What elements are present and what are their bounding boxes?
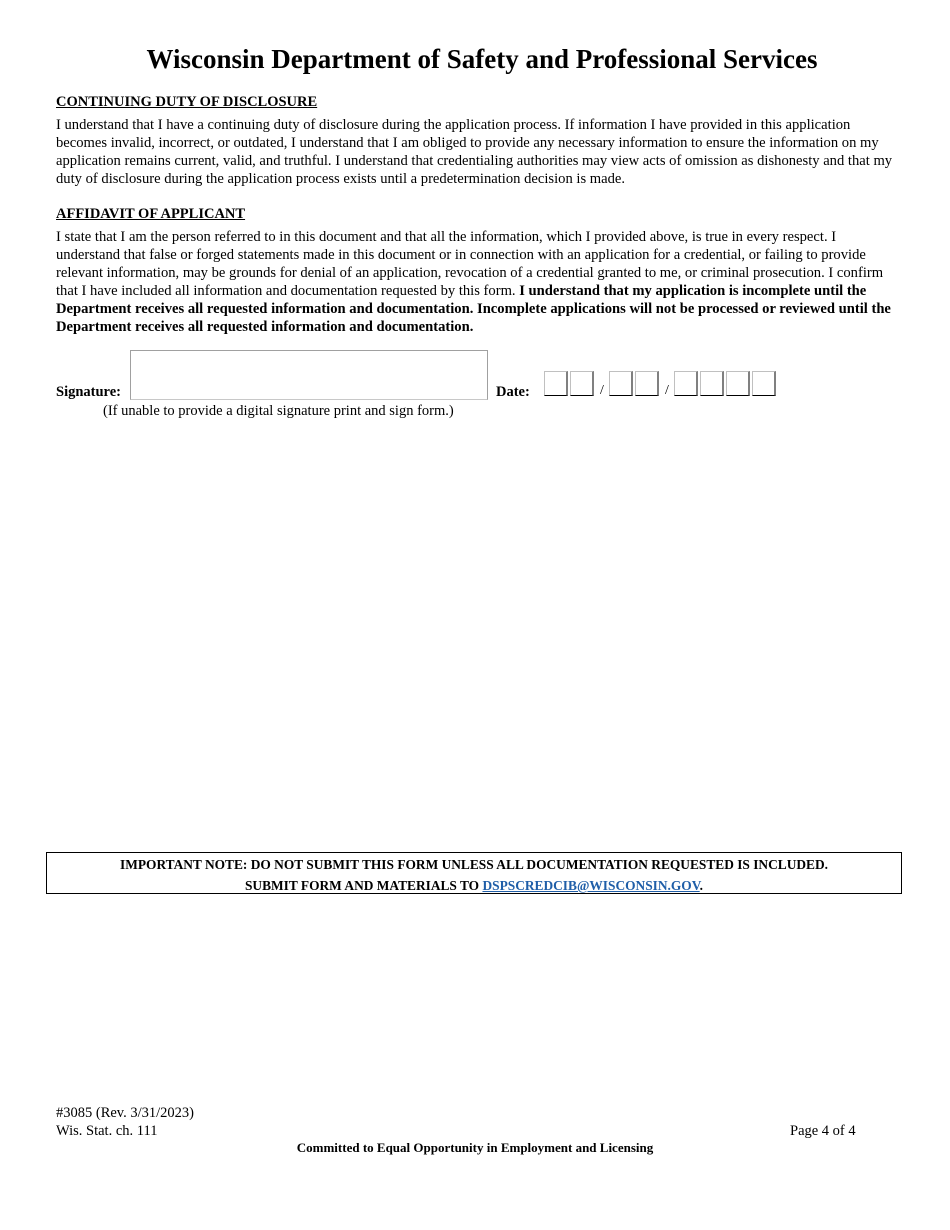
disclosure-heading: CONTINUING DUTY OF DISCLOSURE (56, 94, 318, 110)
date-day-digit-1[interactable] (609, 371, 633, 396)
signature-field[interactable] (130, 350, 488, 400)
page-number: Page 4 of 4 (790, 1123, 856, 1139)
important-note-line2 (47, 875, 901, 896)
date-month-digit-1[interactable] (544, 371, 568, 396)
affidavit-heading: AFFIDAVIT OF APPLICANT (56, 206, 246, 222)
statute: Wis. Stat. ch. 111 (56, 1123, 158, 1139)
important-note (46, 852, 902, 894)
important-note-line1: IMPORTANT NOTE: DO NOT SUBMIT THIS FORM UNLESS ALL DOCUMENTATION REQUESTED IS INCLUDED. (120, 857, 828, 872)
submit-suffix: . (699, 878, 704, 893)
affidavit-text: I state that I am the person referred to in this document and that all the information, which I provided above, is true in every respect. I understand that false or forged statements made in this document or in connection with an application for a credential, or failing to provide relevant information, may be grounds for denial of an application, revocation of a credential granted to me, or criminal prosecution. I confirm that I have included all information and documentation requested by this form. (56, 229, 884, 299)
date-year-digit-4[interactable] (752, 371, 776, 396)
date-month-digit-2[interactable] (570, 371, 594, 396)
disclosure-text: I understand that I have a continuing duty of disclosure during the application process. If information I have provided in this application becomes invalid, incorrect, or outdated, I understand that I am obliged to provide any necessary information to ensure the information on my application remains current, valid, and truthful. I understand that credentialing authorities may view acts of omission as dishonesty and that my duty of disclosure during the application process exists until a predetermination decision is made. (56, 117, 893, 187)
affidavit-bold-text: I understand that my application is incomplete until the Department receives all requested information and documentation. Incomplete applications will not be processed or reviewed until the Department receives all requested information and documentation. (56, 283, 891, 335)
date-label: Date: (496, 384, 530, 400)
date-year-digit-2[interactable] (700, 371, 724, 396)
affidavit-paragraph (56, 228, 896, 336)
submit-prefix: SUBMIT FORM AND MATERIALS TO (244, 878, 483, 893)
date-year-digit-3[interactable] (726, 371, 750, 396)
date-day-digit-2[interactable] (635, 371, 659, 396)
signature-note: (If unable to provide a digital signature print and sign form.) (103, 403, 454, 419)
footer-tagline: Committed to Equal Opportunity in Employment and Licensing (296, 1140, 654, 1155)
page-title: Wisconsin Department of Safety and Professional Services (146, 44, 818, 74)
form-number: #3085 (Rev. 3/31/2023) (56, 1105, 195, 1121)
date-year-digit-1[interactable] (674, 371, 698, 396)
signature-label: Signature: (56, 384, 121, 400)
submit-email-link[interactable]: DSPSCREDCIB@WISCONSIN.GOV (482, 878, 700, 893)
date-separator: / (600, 383, 604, 398)
date-separator: / (665, 383, 669, 398)
